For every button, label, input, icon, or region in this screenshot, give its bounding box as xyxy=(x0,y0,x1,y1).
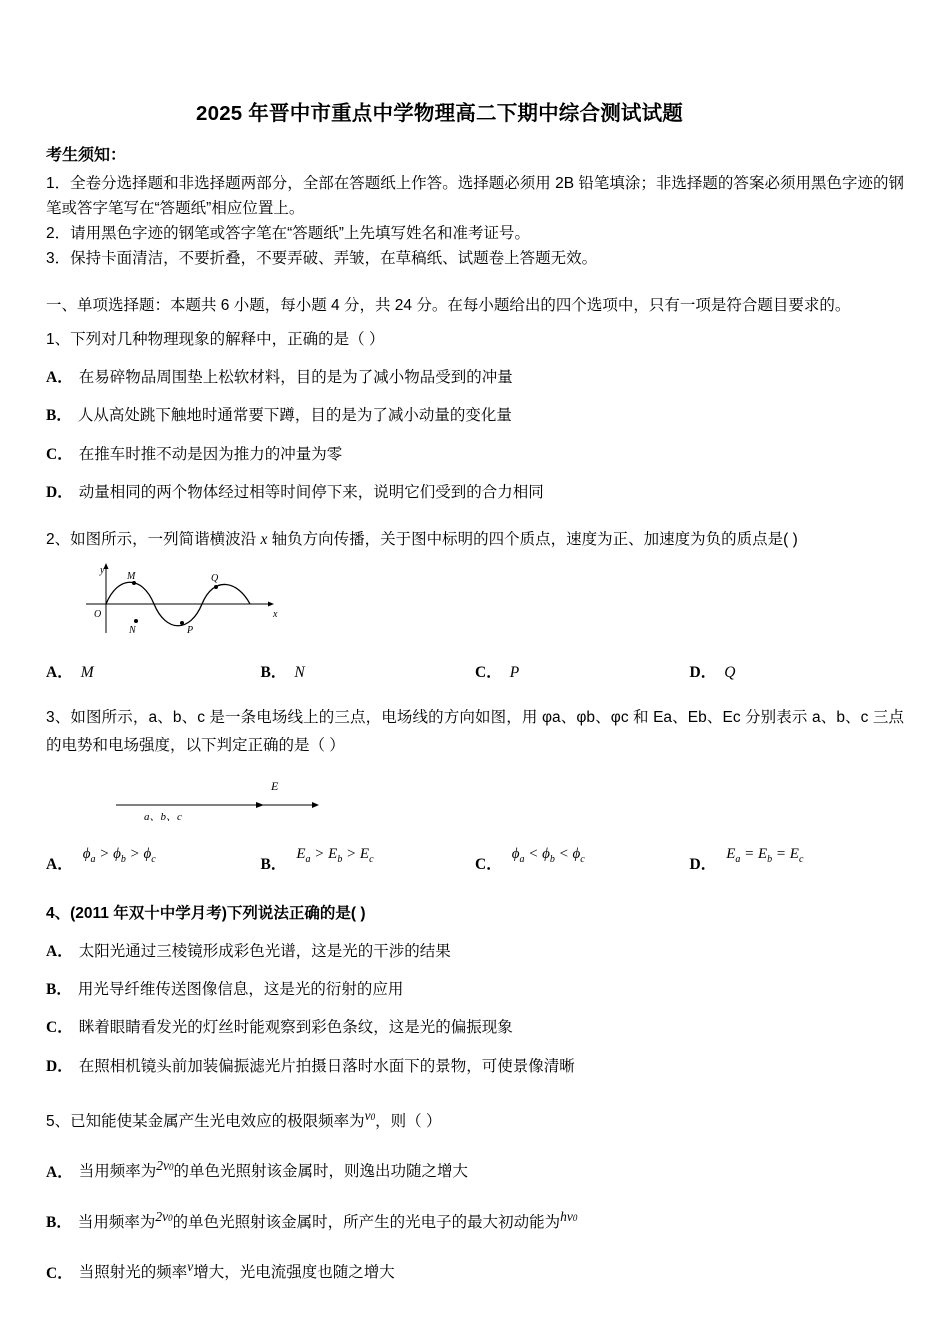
question-3-option-a xyxy=(46,846,261,874)
question-5-stem-part-a: 5、已知能使某金属产生光电效应的极限频率为 xyxy=(46,1113,365,1131)
field-line-diagram xyxy=(106,765,904,830)
option-symbol: ν xyxy=(187,1259,194,1275)
question-3-options xyxy=(46,846,904,874)
svg-text:O: O xyxy=(94,609,102,621)
svg-text:y: y xyxy=(100,565,105,577)
svg-text:a、b、c: a、b、c xyxy=(144,810,182,823)
question-4-stem: 4、(2011 年双十中学月考)下列说法正确的是( ) xyxy=(46,904,366,922)
question-3-option-d xyxy=(690,846,905,874)
question-3-option-c xyxy=(475,846,690,874)
section-heading: 一、单项选择题：本题共 6 小题，每小题 4 分，共 24 分。在每小题给出的四个选项中，只有一项是符合题目要求的。 xyxy=(46,297,851,315)
question-2-stem-part-a: 2、如图所示，一列简谐横波沿 xyxy=(46,531,261,549)
question-1-stem: 1、下列对几种物理现象的解释中，正确的是（ ） xyxy=(46,330,385,348)
question-2-stem xyxy=(46,526,904,553)
question-2-stem-var: x xyxy=(260,531,268,549)
option-label: C． xyxy=(46,1264,73,1282)
question-1-option-b xyxy=(46,403,904,429)
option-label: C． xyxy=(475,664,502,682)
svg-text:N: N xyxy=(129,625,136,637)
notice-heading: 考生须知： xyxy=(46,147,127,164)
option-formula: $E_a > E_b > E_c$ xyxy=(296,845,374,865)
option-text: P xyxy=(509,664,520,682)
option-label: B． xyxy=(46,981,72,999)
option-symbol: 2ν0 xyxy=(155,1208,173,1224)
question-5-stem xyxy=(46,1104,904,1135)
option-text: Q xyxy=(724,664,736,682)
option-symbol-tail: hν0 xyxy=(560,1208,578,1224)
option-label: C． xyxy=(46,445,73,463)
question-4-option-a xyxy=(46,939,904,965)
question-1-option-c xyxy=(46,442,904,468)
option-label: B． xyxy=(46,407,72,425)
question-2-option-b xyxy=(261,660,476,682)
question-5-stem-part-b: ，则（ ） xyxy=(375,1113,442,1131)
option-label: D． xyxy=(689,855,717,873)
question-5-option-c xyxy=(46,1256,904,1287)
notice-item-2: 2．请用黑色字迹的钢笔或答字笔在“答题纸”上先填写姓名和准考证号。 xyxy=(46,225,530,243)
option-text: 在推车时推不动是因为推力的冲量为零 xyxy=(78,445,343,463)
option-text: 在易碎物品周围垫上松软材料，目的是为了减小物品受到的冲量 xyxy=(78,368,513,386)
question-4-option-d xyxy=(46,1054,904,1080)
option-text: 太阳光通过三棱镜形成彩色光谱，这是光的干涉的结果 xyxy=(78,942,451,960)
question-1-option-a xyxy=(46,365,904,391)
option-text-post: 的单色光照射该金属时，则逸出功随之增大 xyxy=(173,1163,468,1181)
question-5-stem-symbol: ν0 xyxy=(364,1108,376,1124)
option-label: C． xyxy=(475,855,502,873)
option-text: 动量相同的两个物体经过相等时间停下来，说明它们受到的合力相同 xyxy=(78,483,544,501)
question-1-option-d xyxy=(46,480,904,506)
question-2-stem-part-b: 轴负方向传播，关于图中标明的四个质点，速度为正、加速度为负的质点是( ) xyxy=(267,531,798,549)
option-label: A． xyxy=(46,1163,73,1181)
option-text-post: 增大，光电流强度也随之增大 xyxy=(193,1264,395,1282)
option-formula: $E_a = E_b = E_c$ xyxy=(726,845,804,865)
option-text-pre: 当用频率为 xyxy=(77,1214,156,1232)
svg-text:Q: Q xyxy=(211,573,219,585)
question-2-options xyxy=(46,660,904,682)
option-symbol: 2ν0 xyxy=(156,1158,174,1174)
svg-text:x: x xyxy=(273,609,278,621)
question-2-option-c xyxy=(475,660,690,682)
option-text-pre: 当用频率为 xyxy=(78,1163,157,1181)
question-4-option-c xyxy=(46,1015,904,1041)
question-3-option-b xyxy=(261,846,476,874)
option-text: 用光导纤维传送图像信息，这是光的衍射的应用 xyxy=(77,981,404,999)
option-formula: $\phi_a > \phi_b > \phi_c$ xyxy=(82,845,156,865)
option-label: C． xyxy=(46,1019,73,1037)
option-text: 在照相机镜头前加装偏振滤光片拍摄日落时水面下的景物，可使景像清晰 xyxy=(78,1057,575,1075)
question-5-option-a xyxy=(46,1155,904,1186)
question-2-option-d xyxy=(690,660,905,682)
notice-item-3: 3．保持卡面清洁，不要折叠，不要弄破、弄皱，在草稿纸、试题卷上答题无效。 xyxy=(46,250,598,268)
option-text: 眯着眼睛看发光的灯丝时能观察到彩色条纹，这是光的偏振现象 xyxy=(78,1019,513,1037)
option-label: D． xyxy=(46,483,73,501)
option-label: B． xyxy=(260,664,287,682)
question-3-stem: 3、如图所示，a、b、c 是一条电场线上的三点，电场线的方向如图，用 φa、φb、φc 和 Ea、Eb、Ec 分别表示 a、b、c 三点的电势和电场强度，以下判定正确的是（ ） xyxy=(46,709,904,754)
option-text: M xyxy=(80,664,94,682)
option-label: A． xyxy=(46,855,73,873)
option-label: D． xyxy=(689,664,717,682)
svg-text:M: M xyxy=(127,571,136,583)
wave-diagram xyxy=(74,559,904,646)
option-label: A． xyxy=(46,942,73,960)
option-text: N xyxy=(294,664,305,682)
option-label: B． xyxy=(46,1214,72,1232)
option-label: A． xyxy=(46,368,73,386)
option-label: D． xyxy=(46,1057,73,1075)
page-title: 2025 年晋中市重点中学物理高二下期中综合测试试题 xyxy=(196,102,683,125)
question-5-option-b xyxy=(46,1206,904,1237)
option-text-post: 的单色光照射该金属时，所产生的光电子的最大初动能为 xyxy=(172,1214,561,1232)
svg-text:E: E xyxy=(271,778,279,793)
notice-item-1: 1．全卷分选择题和非选择题两部分，全部在答题纸上作答。选择题必须用 2B 铅笔填涂；非选择题的答案必须用黑色字迹的钢笔或答字笔写在“答题纸”相应位置上。 xyxy=(46,175,904,218)
option-label: A． xyxy=(46,664,73,682)
question-4-option-b xyxy=(46,977,904,1003)
option-formula: $\phi_a < \phi_b < \phi_c$ xyxy=(511,845,585,865)
svg-text:P: P xyxy=(187,625,194,637)
option-label: B． xyxy=(260,855,287,873)
question-2-option-a xyxy=(46,660,261,682)
option-text-pre: 当照射光的频率 xyxy=(78,1264,188,1282)
option-text: 人从高处跳下触地时通常要下蹲，目的是为了减小动量的变化量 xyxy=(77,407,512,425)
